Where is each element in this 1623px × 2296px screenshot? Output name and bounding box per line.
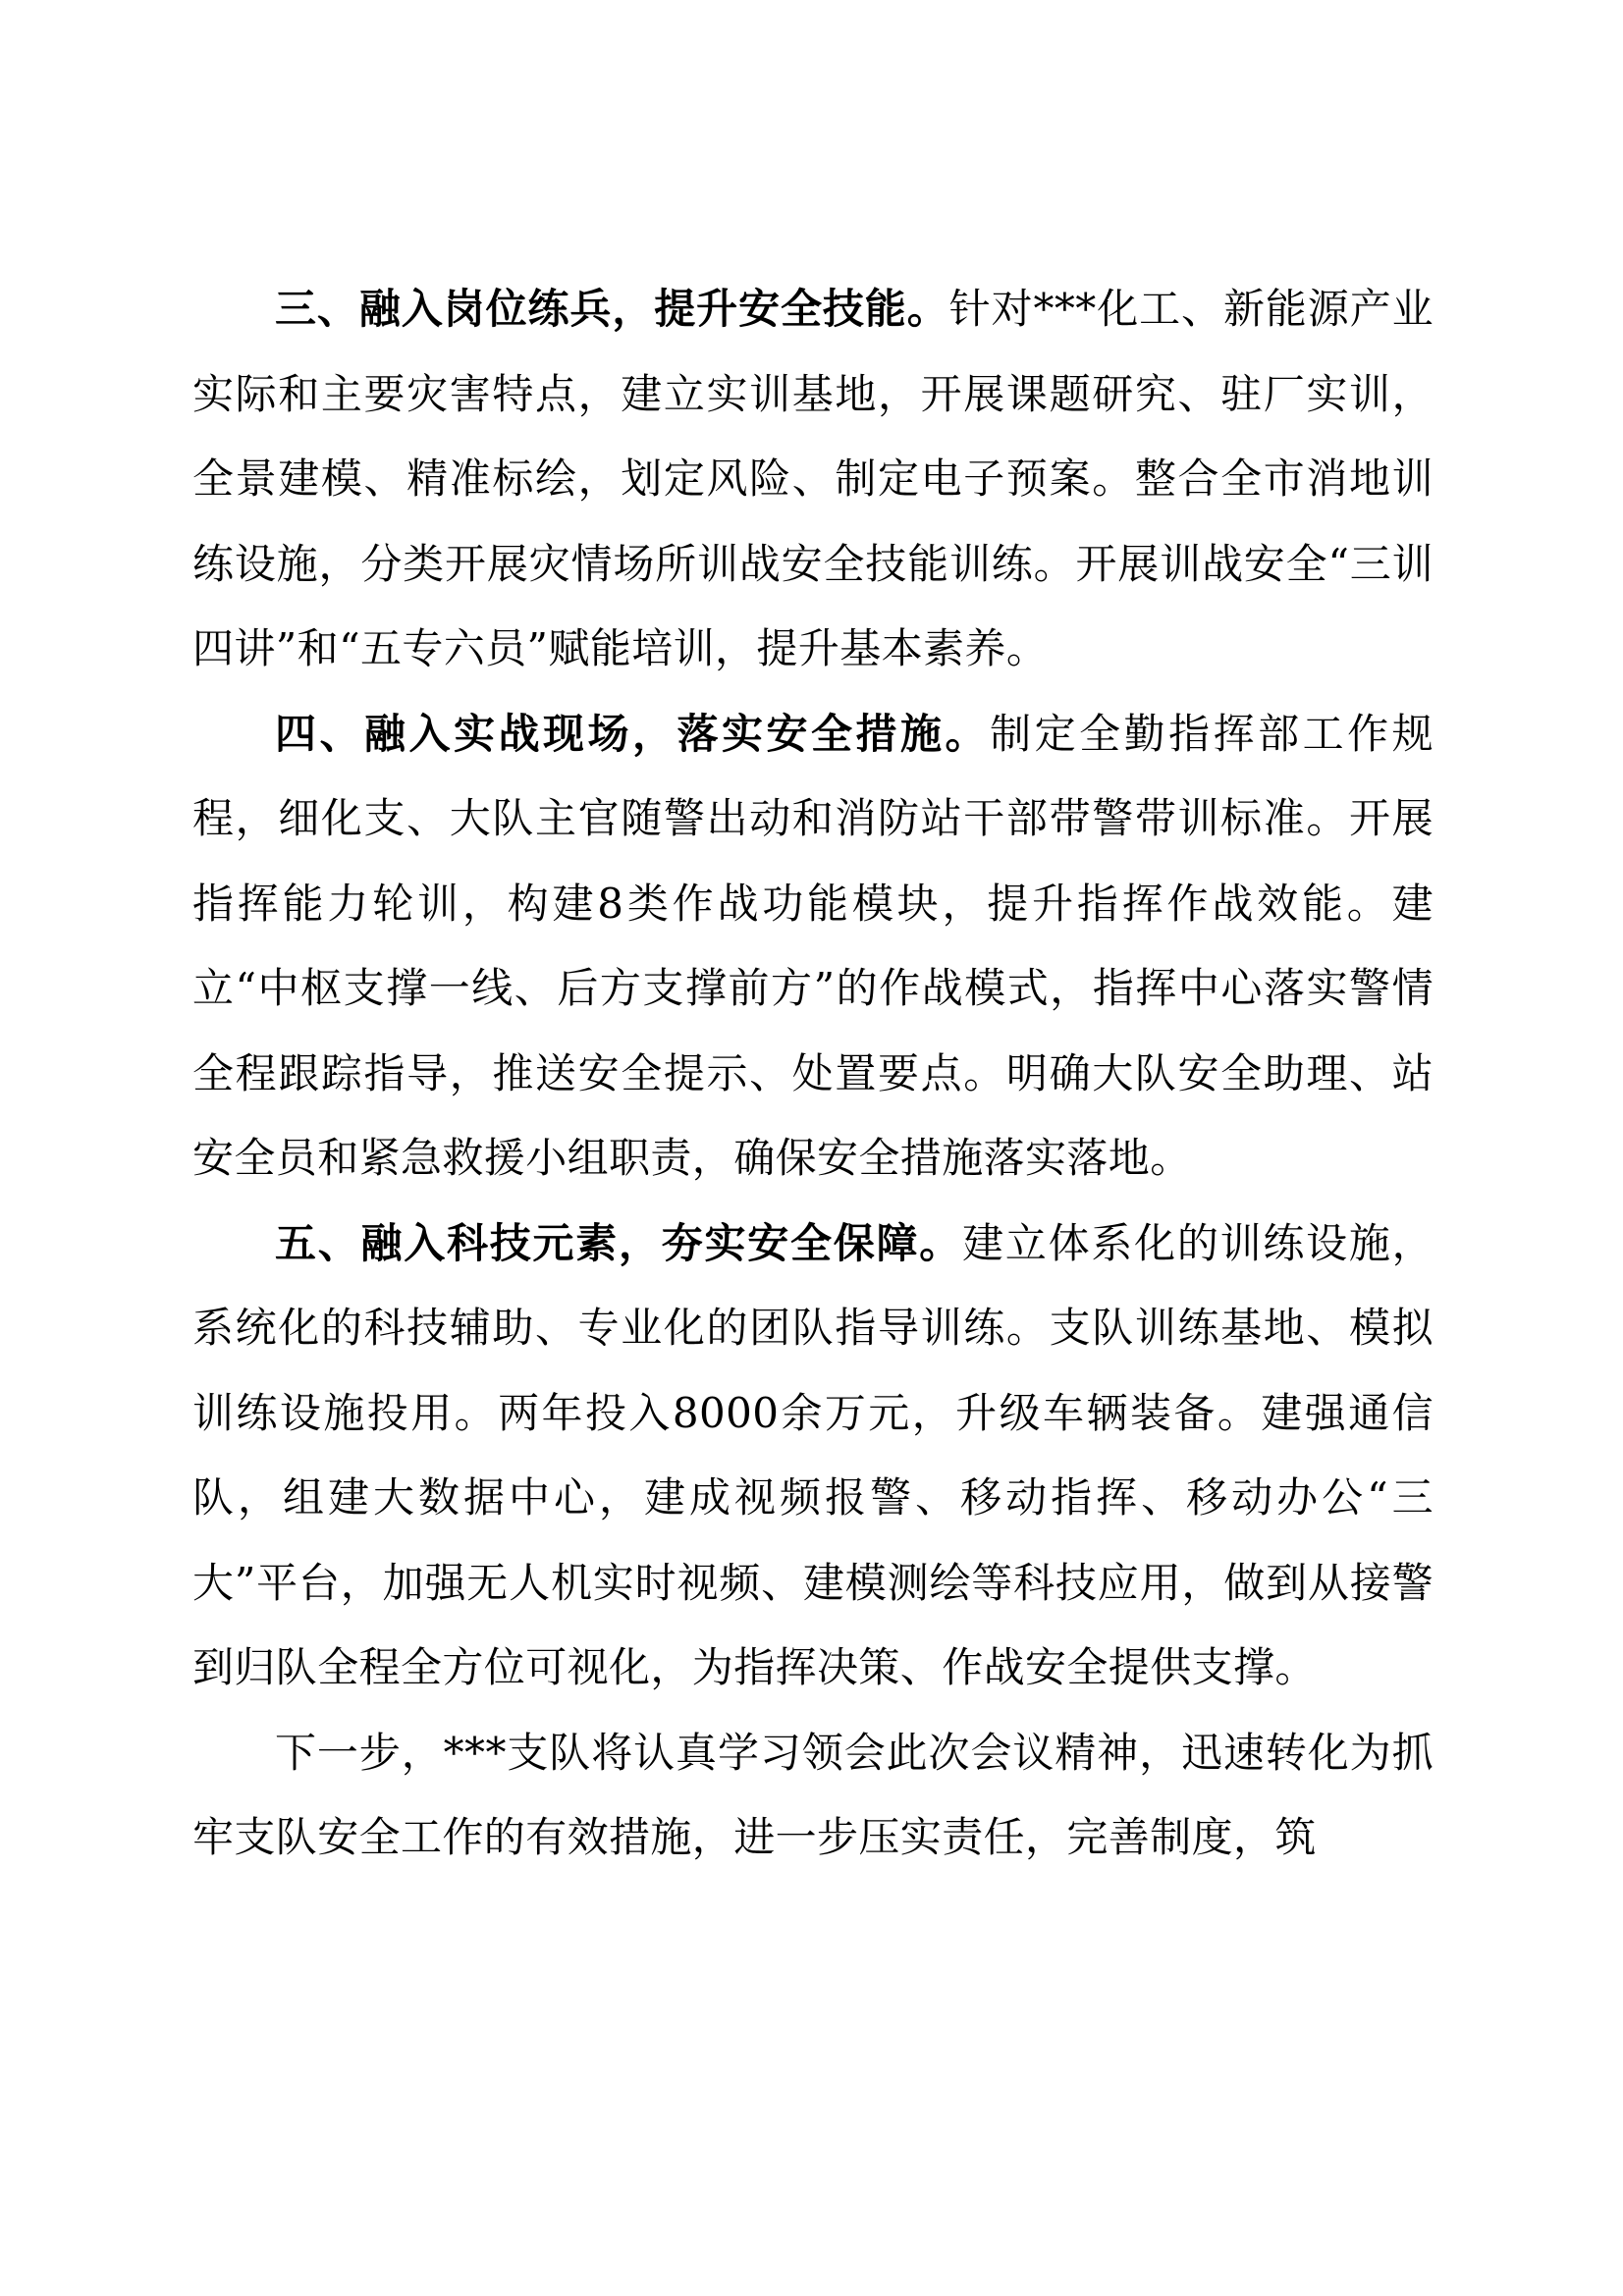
paragraph-heading: 三、融入岗位练兵，提升安全技能。: [275, 285, 949, 333]
paragraph-next-step: [192, 1711, 1434, 1881]
paragraph-skills: [192, 267, 1434, 692]
paragraph-body: 下一步，***支队将认真学习领会此次会议精神，迅速转化为抓牢支队安全工作的有效措施，进一步压实责任，完善制度，筑: [192, 1728, 1434, 1861]
document-page: [192, 267, 1434, 1881]
paragraph-body: 针对***化工、新能源产业实际和主要灾害特点，建立实训基地，开展课题研究、驻厂实训，全景建模、精准标绘，划定风险、制定电子预案。整合全市消地训练设施，分类开展灾情场所训战安全技能训练。开展训战安全“三训四讲”和“五专六员”赋能培训，提升基本素养。: [192, 285, 1434, 672]
paragraph-body: 制定全勤指挥部工作规程，细化支、大队主官随警出动和消防站干部带警带训标准。开展指挥能力轮训，构建8类作战功能模块，提升指挥作战效能。建立“中枢支撑一线、后方支撑前方”的作战模式，指挥中心落实警情全程跟踪指导，推送安全提示、处置要点。明确大队安全助理、站安全员和紧急救援小组职责，确保安全措施落实落地。: [192, 709, 1434, 1182]
paragraph-technology: [192, 1201, 1434, 1711]
paragraph-heading: 五、融入科技元素，夯实安全保障。: [275, 1218, 963, 1267]
paragraph-measures: [192, 692, 1434, 1201]
paragraph-body: 建立体系化的训练设施，系统化的科技辅助、专业化的团队指导训练。支队训练基地、模拟训练设施投用。两年投入8000余万元，升级车辆装备。建强通信队，组建大数据中心，建成视频报警、移动指挥、移动办公“三大”平台，加强无人机实时视频、建模测绘等科技应用，做到从接警到归队全程全方位可视化，为指挥决策、作战安全提供支撑。: [192, 1218, 1434, 1691]
paragraph-heading: 四、融入实战现场，落实安全措施。: [275, 709, 991, 758]
